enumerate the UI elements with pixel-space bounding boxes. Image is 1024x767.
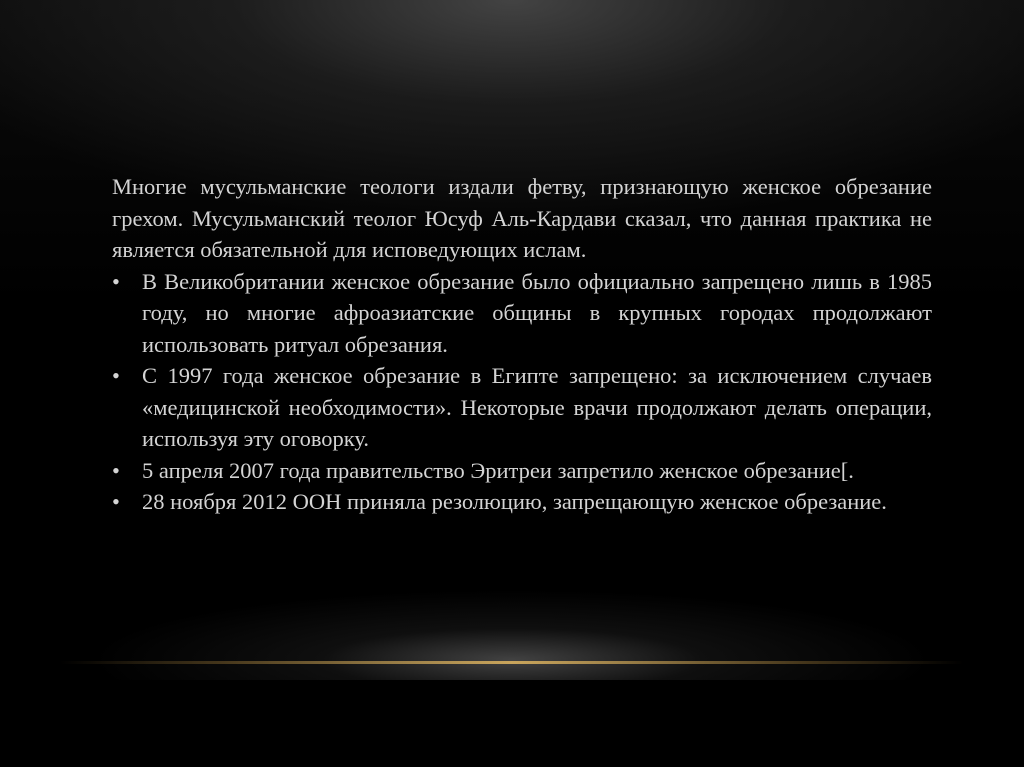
- bullet-list: [112, 266, 932, 518]
- gold-divider-line: [60, 661, 964, 664]
- list-item: [112, 360, 932, 455]
- bullet-icon: •: [112, 489, 120, 514]
- list-item-text: В Великобритании женское обрезание было официально запрещено лишь в 1985 году, но многие афроазиатские общины в крупных городах продолжают использовать ритуал обрезания.: [142, 268, 932, 357]
- slide-body: [112, 171, 932, 518]
- list-item-text: 5 апреля 2007 года правительство Эритреи запретило женское обрезание[.: [142, 457, 854, 483]
- list-item: [112, 486, 932, 518]
- list-item-text: С 1997 года женское обрезание в Египте запрещено: за исключением случаев «медицинской необходимости». Некоторые врачи продолжают делать операции, используя эту оговорку.: [142, 363, 932, 451]
- bullet-icon: •: [112, 268, 120, 294]
- intro-paragraph: Многие мусульманские теологи издали фетву, признающую женское обрезание грехом. Мусульманский теолог Юсуф Аль-Кардави сказал, что данная практика не является обязательной для исповедующих ислам.: [112, 174, 932, 262]
- bullet-icon: •: [112, 363, 120, 388]
- list-item: [112, 455, 932, 487]
- bullet-icon: •: [112, 457, 120, 483]
- list-item: [112, 266, 932, 361]
- list-item-text: 28 ноября 2012 ООН приняла резолюцию, запрещающую женское обрезание.: [142, 489, 887, 514]
